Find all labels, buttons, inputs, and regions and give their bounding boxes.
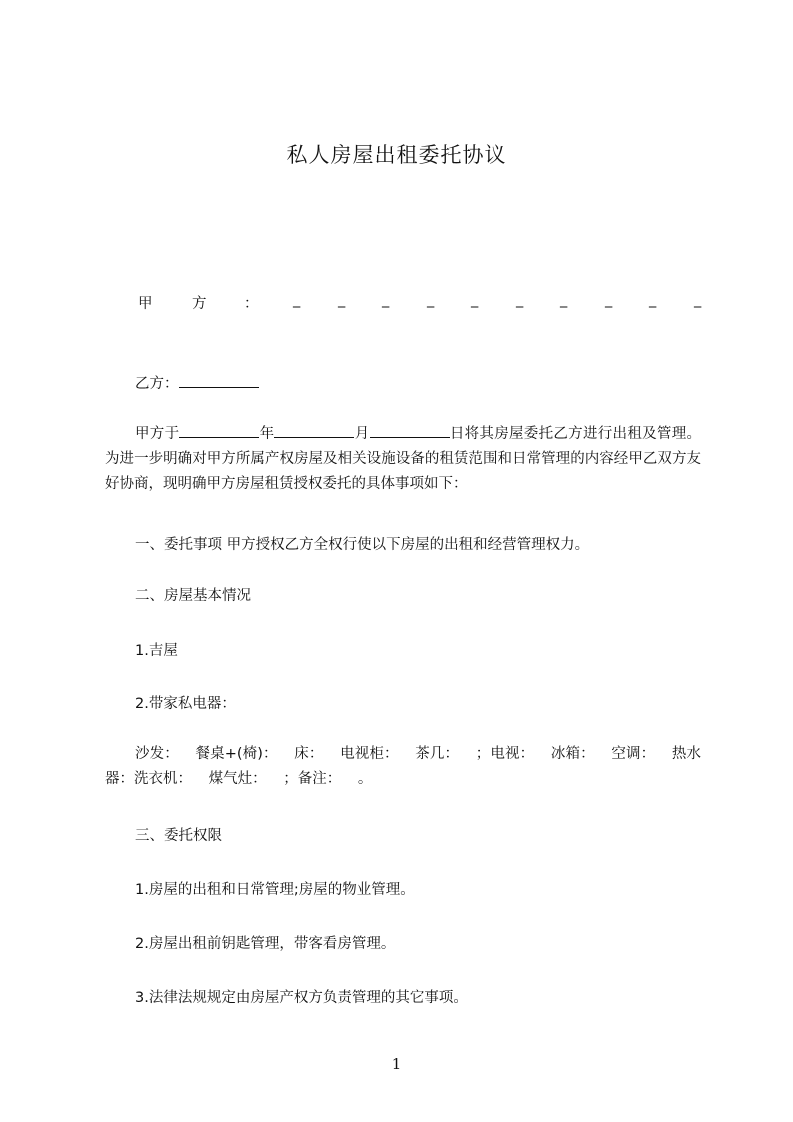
furniture-list: 沙发： 餐桌+(椅)： 床： 电视柜： 茶几： ；电视： 冰箱： 空调： 热水器：洗衣机： 煤气灶： ；备注： 。	[105, 746, 701, 787]
month-blank	[274, 423, 354, 438]
document-title: 私人房屋出租委托协议	[286, 143, 507, 167]
party-a-blank: _	[427, 292, 435, 308]
item-3-2: 2.房屋出租前钥匙管理，带客看房管理。	[135, 936, 396, 952]
party-a-blank: _	[605, 292, 613, 308]
party-a-label-2: 方	[192, 296, 207, 312]
intro-text-1: 甲方于	[135, 426, 180, 442]
intro-paragraph	[105, 422, 701, 497]
section-1-heading: 一、委托事项 甲方授权乙方全权行使以下房屋的出租和经营管理权力。	[135, 537, 590, 553]
party-a-blank: _	[694, 292, 702, 308]
intro-month: 月	[354, 426, 370, 442]
page-number: 1	[391, 1055, 402, 1073]
party-a-blank: _	[649, 292, 657, 308]
party-b-label: 乙方：	[135, 376, 179, 392]
day-blank	[370, 423, 450, 438]
party-a-blank: _	[338, 292, 346, 308]
item-2-2: 2.带家私电器：	[135, 696, 236, 712]
section-3-heading: 三、委托权限	[135, 828, 222, 844]
party-a-label-1: 甲	[138, 296, 153, 312]
party-a-blank: _	[382, 292, 390, 308]
item-3-3: 3.法律法规规定由房屋产权方负责管理的其它事项。	[135, 990, 468, 1006]
party-a-blank: _	[293, 292, 301, 308]
section-2-heading: 二、房屋基本情况	[135, 588, 251, 604]
party-a-blank: _	[560, 292, 568, 308]
party-a-blank: _	[516, 292, 524, 308]
party-a-colon: ：	[244, 296, 259, 312]
item-2-1: 1.吉屋	[135, 643, 178, 659]
year-blank	[179, 423, 259, 438]
party-b-blank	[179, 373, 259, 388]
party-a-blank: _	[471, 292, 479, 308]
intro-rest: 日将其房屋委托乙方进行出租及管理。为进一步明确对甲方所属产权房屋及相关设施设备的租赁范围和日常管理的内容经甲乙双方友好协商，现明确甲方房屋租赁授权委托的具体事项如下：	[105, 426, 702, 492]
item-3-1: 1.房屋的出租和日常管理;房屋的物业管理。	[135, 882, 415, 898]
party-b-line	[135, 372, 259, 393]
intro-year: 年	[259, 426, 275, 442]
